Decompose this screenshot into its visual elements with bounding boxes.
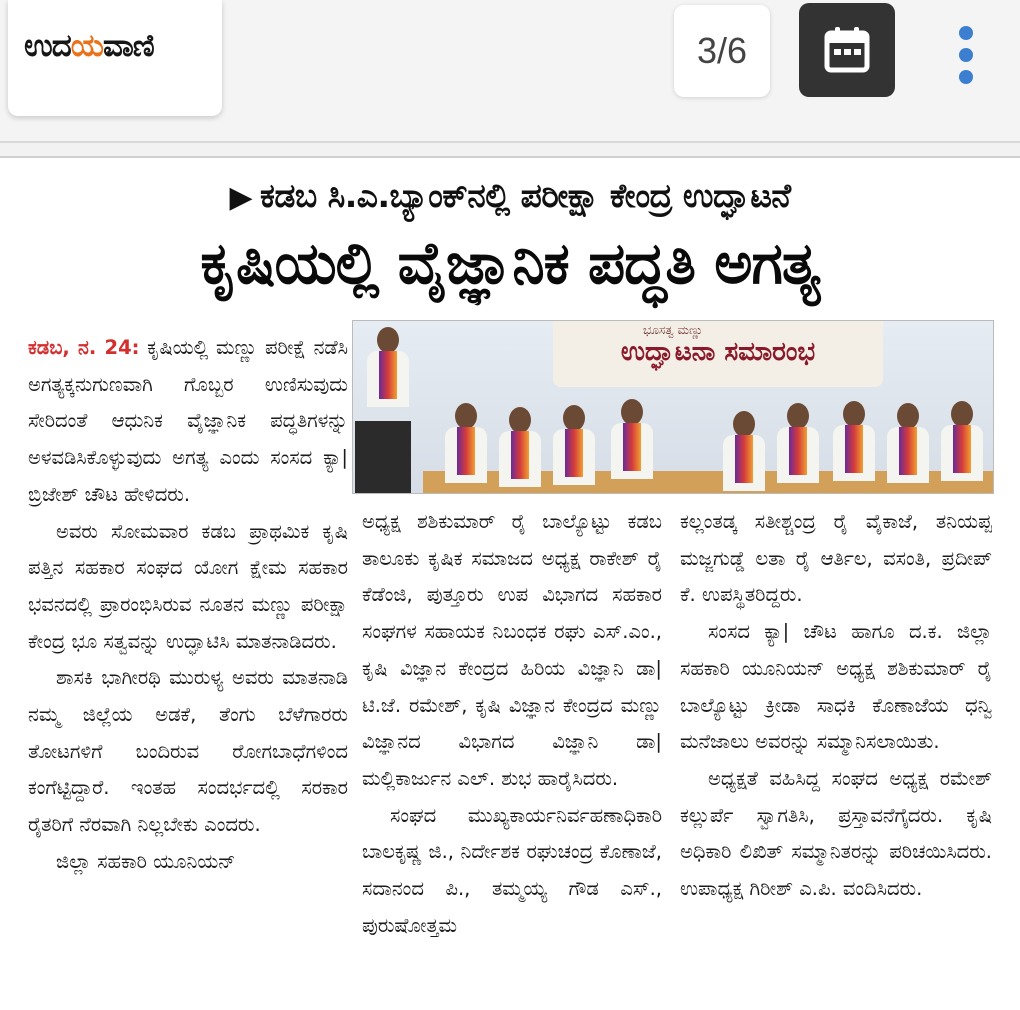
article-column-2	[362, 504, 662, 1010]
banner-title: ಉದ್ಘಾಟನಾ ಸಮಾರಂಭ	[620, 337, 816, 367]
paragraph: ಸಂಘದ ಮುಖ್ಯಕಾರ್ಯನಿರ್ವಹಣಾಧಿಕಾರಿ ಬಾಲಕೃಷ್ಣ ಜಿ., ನಿರ್ದೇಶಕ ರಘುಚಂದ್ರ ಕೊಣಾಜೆ, ಸದಾನಂದ ಪಿ., ತಮ್ಮಯ್ಯ ಗೌಡ ಎಸ್., ಪುರುಷೋತ್ತಮ	[362, 803, 662, 937]
article-headline: ಕೃಷಿಯಲ್ಲಿ ವೈಜ್ಞಾನಿಕ ಪದ್ಧತಿ ಅಗತ್ಯ	[200, 229, 820, 297]
paragraph: ಸಂಸದ ಕ್ಯಾ| ಚೌಟ ಹಾಗೂ ದ.ಕ. ಜಿಲ್ಲಾ ಸಹಕಾರಿ ಯೂನಿಯನ್ ಅಧ್ಯಕ್ಷ ಶಶಿಕುಮಾರ್ ರೈ ಬಾಲ್ಯೊಟ್ಟು ಕ್ರೀಡಾ ಸಾಧಕಿ ಕೊಣಾಜೆಯ ಧನ್ವಿ ಮನೆಜಾಲು ಅವರನ್ನು ಸಮ್ಮಾನಿಸಲಾಯಿತು.	[680, 620, 992, 754]
page-indicator-text: 3/6	[696, 30, 748, 71]
paragraph: ಕಲ್ಲಂತಡ್ಕ ಸತೀಶ್ಚಂದ್ರ ರೈ ವೈಕಾಜೆ, ತನಿಯಪ್ಪ ಮಜ್ಜಗುಡ್ಡೆ ಲತಾ ರೈ ಆರ್ತಿಲ, ವಸಂತಿ, ಪ್ರದೀಪ್ ಕೆ. ಉಪಸ್ಥಿತರಿದ್ದರು.	[680, 510, 992, 607]
dateline: ಕಡಬ, ನ. 24:	[28, 336, 140, 359]
more-options-button[interactable]	[948, 20, 984, 90]
page-indicator-button[interactable]	[674, 5, 770, 97]
paragraph: ಅಧ್ಯಕ್ಷ ಶಶಿಕುಮಾರ್ ರೈ ಬಾಲ್ಯೊಟ್ಟು ಕಡಬ ತಾಲೂಕು ಕೃಷಿಕ ಸಮಾಜದ ಅಧ್ಯಕ್ಷ ರಾಕೇಶ್ ರೈ ಕೆಡೆಂಜಿ, ಪುತ್ತೂರು ಉಪ ವಿಭಾಗದ ಸಹಕಾರ ಸಂಘಗಳ ಸಹಾಯಕ ನಿಬಂಧಕ ರಘು ಎಸ್.ಎಂ., ಕೃಷಿ ವಿಜ್ಞಾನ ಕೇಂದ್ರದ ಹಿರಿಯ ವಿಜ್ಞಾನಿ ಡಾ| ಟಿ.ಜೆ. ರಮೇಶ್, ಕೃಷಿ ವಿಜ್ಞಾನ ಕೇಂದ್ರದ ಮಣ್ಣು ವಿಜ್ಞಾನದ ವಿಭಾಗದ ವಿಜ್ಞಾನಿ ಡಾ| ಮಲ್ಲಿಕಾರ್ಜುನ ಎಲ್. ಶುಭ ಹಾರೈಸಿದರು.	[362, 510, 662, 790]
photo-banner	[553, 321, 883, 387]
newspaper-logo[interactable]	[8, 0, 222, 116]
paragraph: ಜಿಲ್ಲಾ ಸಹಕಾರಿ ಯೂನಿಯನ್	[56, 849, 236, 873]
event-photo	[352, 320, 994, 494]
article-kicker: ▶ ಕಡಬ ಸಿ.ಎ.ಬ್ಯಾಂಕ್‌ನಲ್ಲಿ ಪರೀಕ್ಷಾ ಕೇಂದ್ರ ಉದ್ಘಾಟನೆ	[229, 176, 791, 215]
paragraph: ಅಧ್ಯಕ್ಷತೆ ವಹಿಸಿದ್ದ ಸಂಘದ ಅಧ್ಯಕ್ಷ ರಮೇಶ್ ಕಲ್ಲುರ್ಪೆ ಸ್ವಾಗತಿಸಿ, ಪ್ರಸ್ತಾವನೆಗೈದರು. ಕೃಷಿ ಅಧಿಕಾರಿ ಲಿಖಿತ್ ಸಮ್ಮಾನಿತರನ್ನು ಪರಿಚಯಿಸಿದರು. ಉಪಾಧ್ಯಕ್ಷ ಗಿರೀಶ್ ಎ.ಪಿ. ವಂದಿಸಿದರು.	[680, 766, 992, 901]
calendar-icon	[819, 22, 875, 78]
top-app-bar	[0, 0, 1020, 142]
article-column-3	[680, 504, 992, 944]
paragraph: ಅವರು ಸೋಮವಾರ ಕಡಬ ಪ್ರಾಥಮಿಕ ಕೃಷಿ ಪತ್ತಿನ ಸಹಕಾರ ಸಂಘದ ಯೋಗ ಕ್ಷೇಮ ಸಹಕಾರ ಭವನದಲ್ಲಿ ಪ್ರಾರಂಭಿಸಿರುವ ನೂತನ ಮಣ್ಣು ಪರೀಕ್ಷಾ ಕೇಂದ್ರ ಭೂ ಸತ್ವವನ್ನು ಉದ್ಘಾಟಿಸಿ ಮಾತನಾಡಿದರು.	[28, 519, 348, 653]
paragraph: ಶಾಸಕಿ ಭಾಗೀರಥಿ ಮುರುಳ್ಯ ಅವರು ಮಾತನಾಡಿ ನಮ್ಮ ಜಿಲ್ಲೆಯ ಅಡಕೆ, ತೆಂಗು ಬೆಳೆಗಾರರು ತೋಟಗಳಿಗೆ ಬಂದಿರುವ ರೋಗಬಾಧೆಗಳಿಂದ ಕಂಗೆಟ್ಟಿದ್ದಾರೆ. ಇಂತಹ ಸಂದರ್ಭದಲ್ಲಿ ಸರಕಾರ ರೈತರಿಗೆ ನೆರವಾಗಿ ನಿಲ್ಲಬೇಕು ಎಂದರು.	[28, 666, 348, 837]
header-divider	[0, 141, 1020, 143]
paragraph: ಕೃಷಿಯಲ್ಲಿ ಮಣ್ಣು ಪರೀಕ್ಷೆ ನಡೆಸಿ ಅಗತ್ಯಕ್ಕನುಗುಣವಾಗಿ ಗೊಬ್ಬರ ಉಣಿಸುವುದು ಸೇರಿದಂತೆ ಆಧುನಿಕ ವೈಜ್ಞಾನಿಕ ಪದ್ಧತಿಗಳನ್ನು ಅಳವಡಿಸಿಕೊಳ್ಳುವುದು ಅಗತ್ಯ ಎಂದು ಸಂಸದ ಕ್ಯಾ| ಬ್ರಿಜೇಶ್ ಚೌಟ ಹೇಳಿದರು.	[28, 336, 348, 506]
triangle-bullet-icon: ▶	[229, 180, 253, 215]
podium	[355, 421, 411, 493]
epaper-clipping[interactable]	[0, 156, 1020, 1010]
banner-subtitle: ಭೂಸತ್ವ ಮಣ್ಣು	[643, 323, 703, 337]
logo-wordmark: ಉದಯವಾಣಿ	[24, 28, 154, 64]
calendar-button[interactable]	[799, 3, 895, 97]
article-column-1	[28, 330, 348, 1010]
